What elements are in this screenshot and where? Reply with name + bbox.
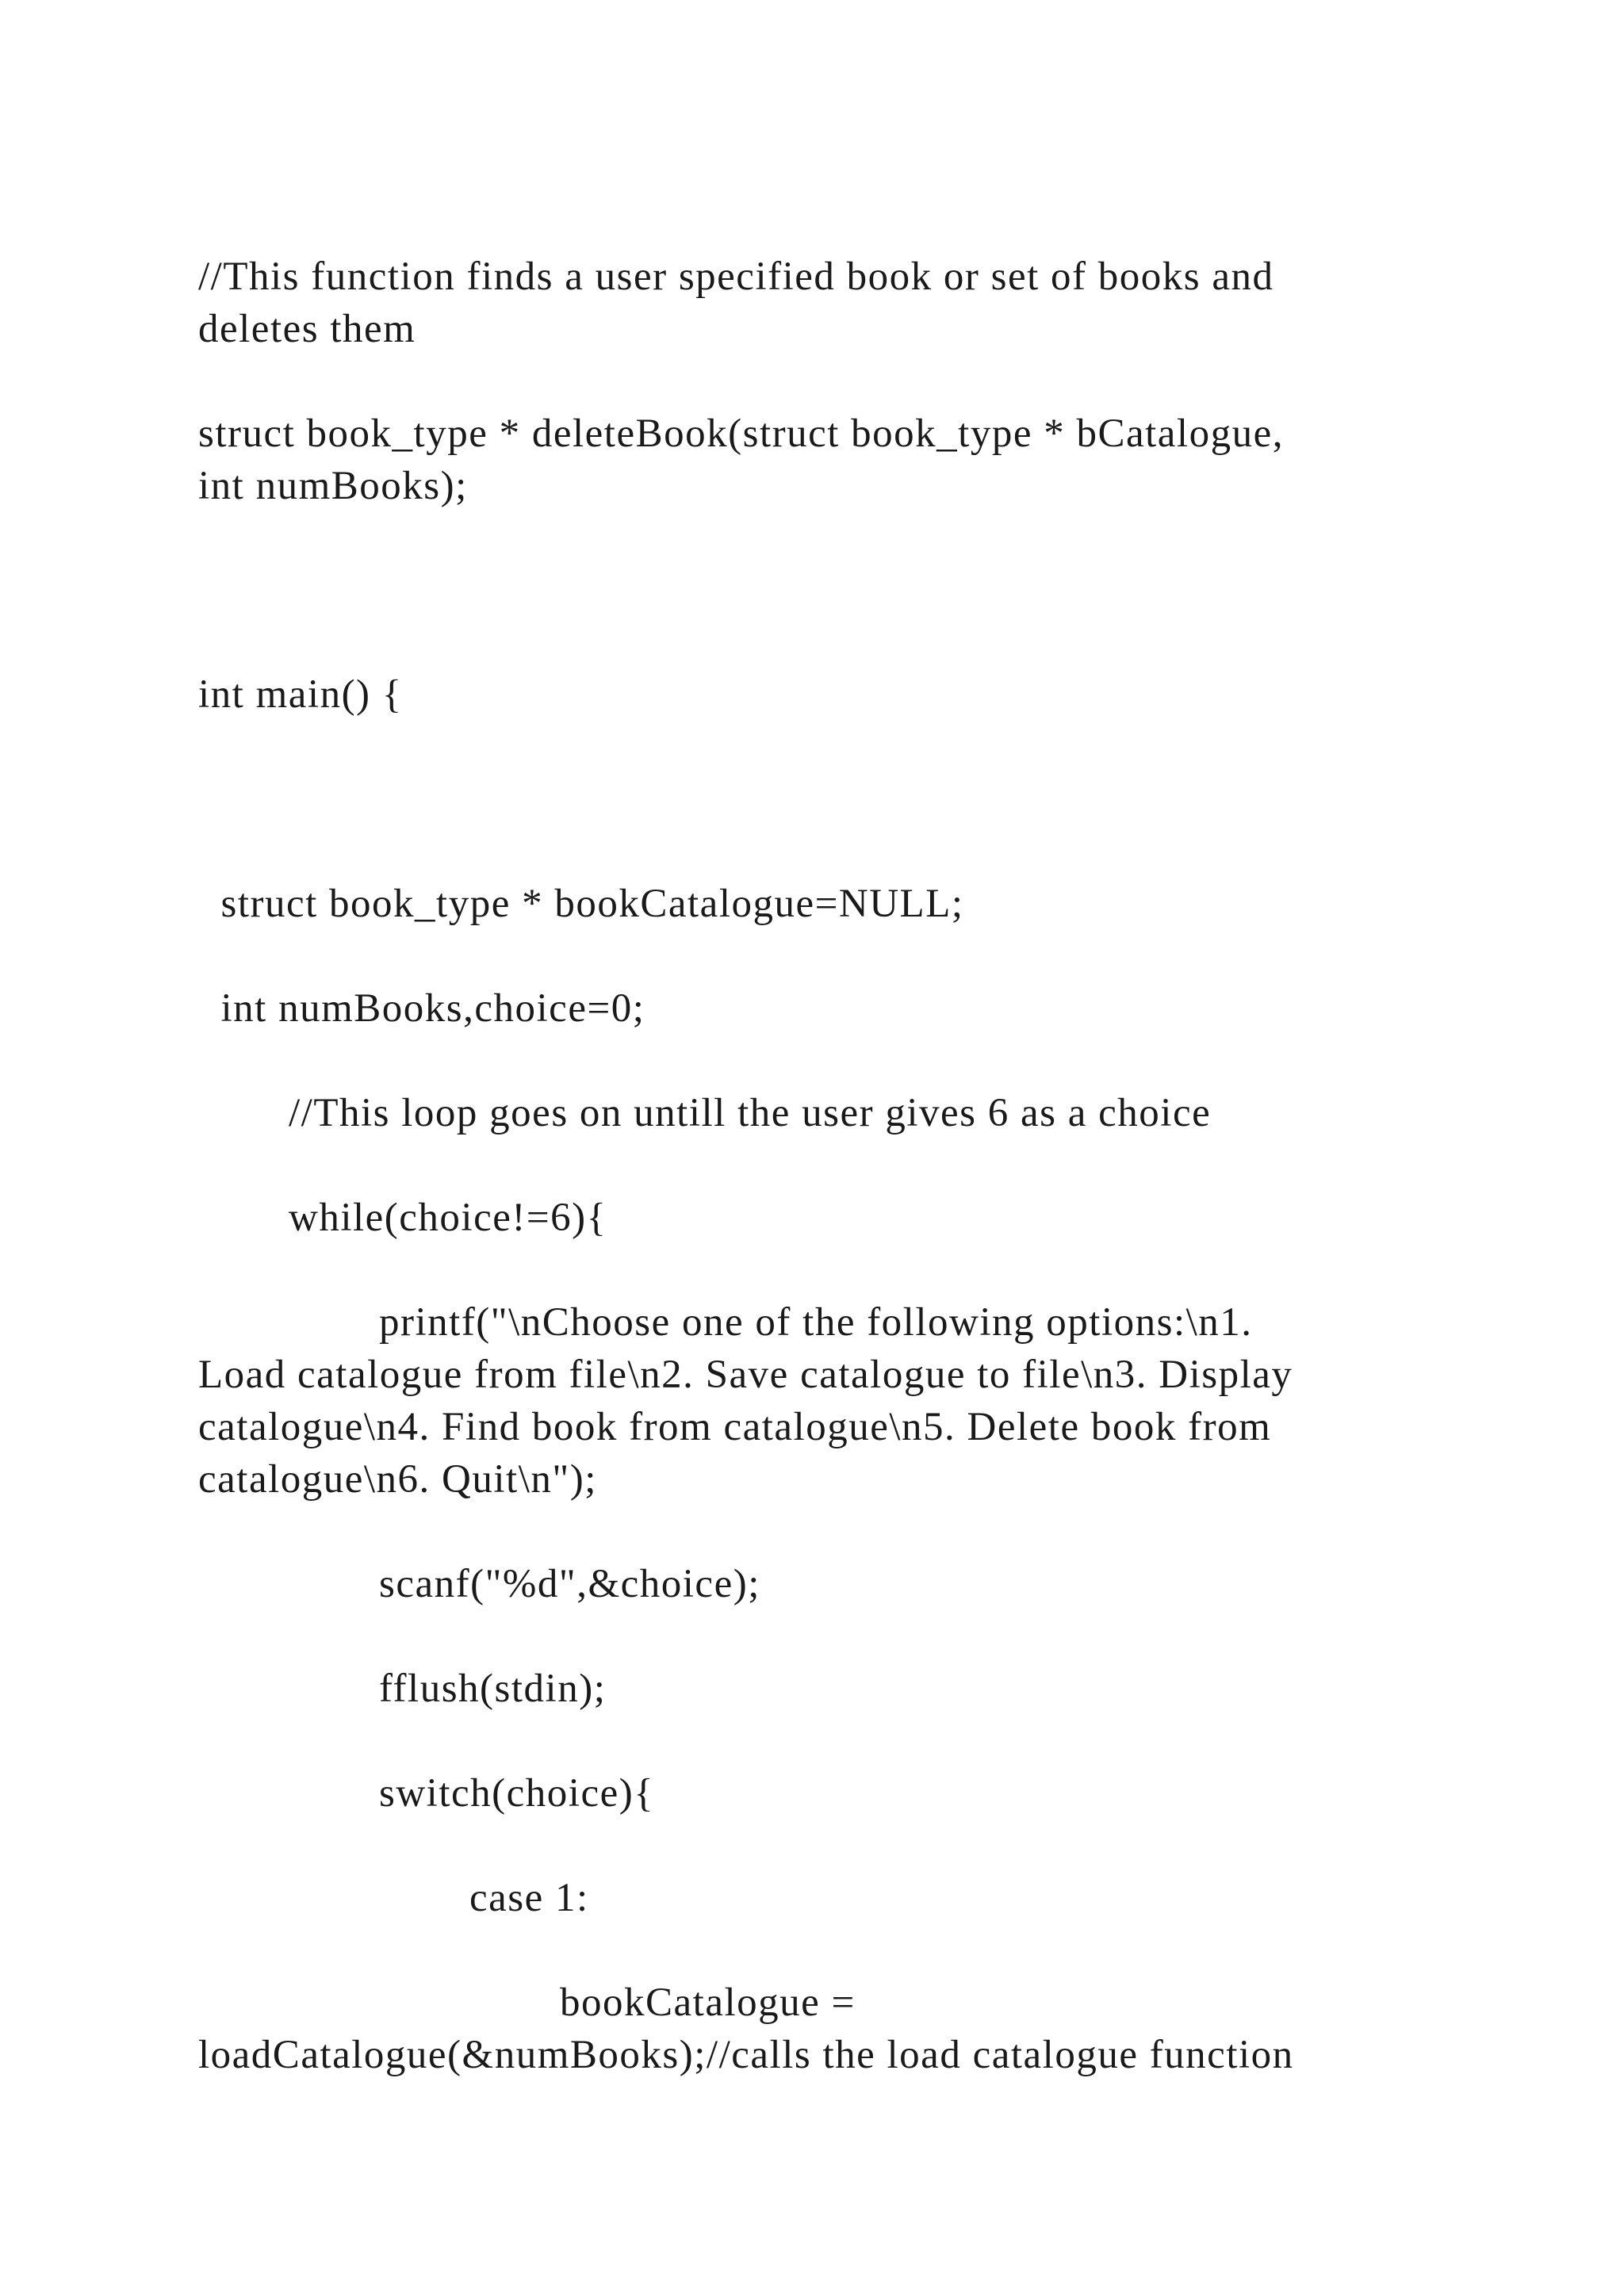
- assignment-line-1: bookCatalogue =: [198, 1980, 856, 2025]
- printf-line-4: catalogue\n6. Quit\n");: [198, 1457, 597, 1502]
- main-declaration-line: int main() {: [198, 672, 403, 717]
- comment-line-2: deletes them: [198, 307, 416, 351]
- comment-line-1: //This function finds a user specified book or set of books and: [198, 254, 1274, 299]
- loop-comment-line: //This loop goes on untill the user gives 6 as a choice: [198, 1091, 1212, 1135]
- printf-line-2: Load catalogue from file\n2. Save catalogue to file\n3. Display: [198, 1353, 1293, 1397]
- catalogue-declaration-line: struct book_type * bookCatalogue=NULL;: [198, 882, 964, 926]
- prototype-line-1: struct book_type * deleteBook(struct book_type * bCatalogue,: [198, 411, 1284, 456]
- prototype-line-2: int numBooks);: [198, 464, 468, 508]
- variables-declaration-line: int numBooks,choice=0;: [198, 986, 645, 1031]
- fflush-line: fflush(stdin);: [198, 1667, 607, 1711]
- printf-line-3: catalogue\n4. Find book from catalogue\n5. Delete book from: [198, 1405, 1272, 1449]
- printf-line-1: printf("\nChoose one of the following options:\n1.: [198, 1300, 1253, 1345]
- switch-line: switch(choice){: [198, 1771, 655, 1816]
- case-1-line: case 1:: [198, 1876, 589, 1920]
- while-line: while(choice!=6){: [198, 1196, 607, 1240]
- assignment-line-2: loadCatalogue(&numBooks);//calls the load catalogue function: [198, 2033, 1294, 2077]
- scanf-line: scanf("%d",&choice);: [198, 1562, 760, 1606]
